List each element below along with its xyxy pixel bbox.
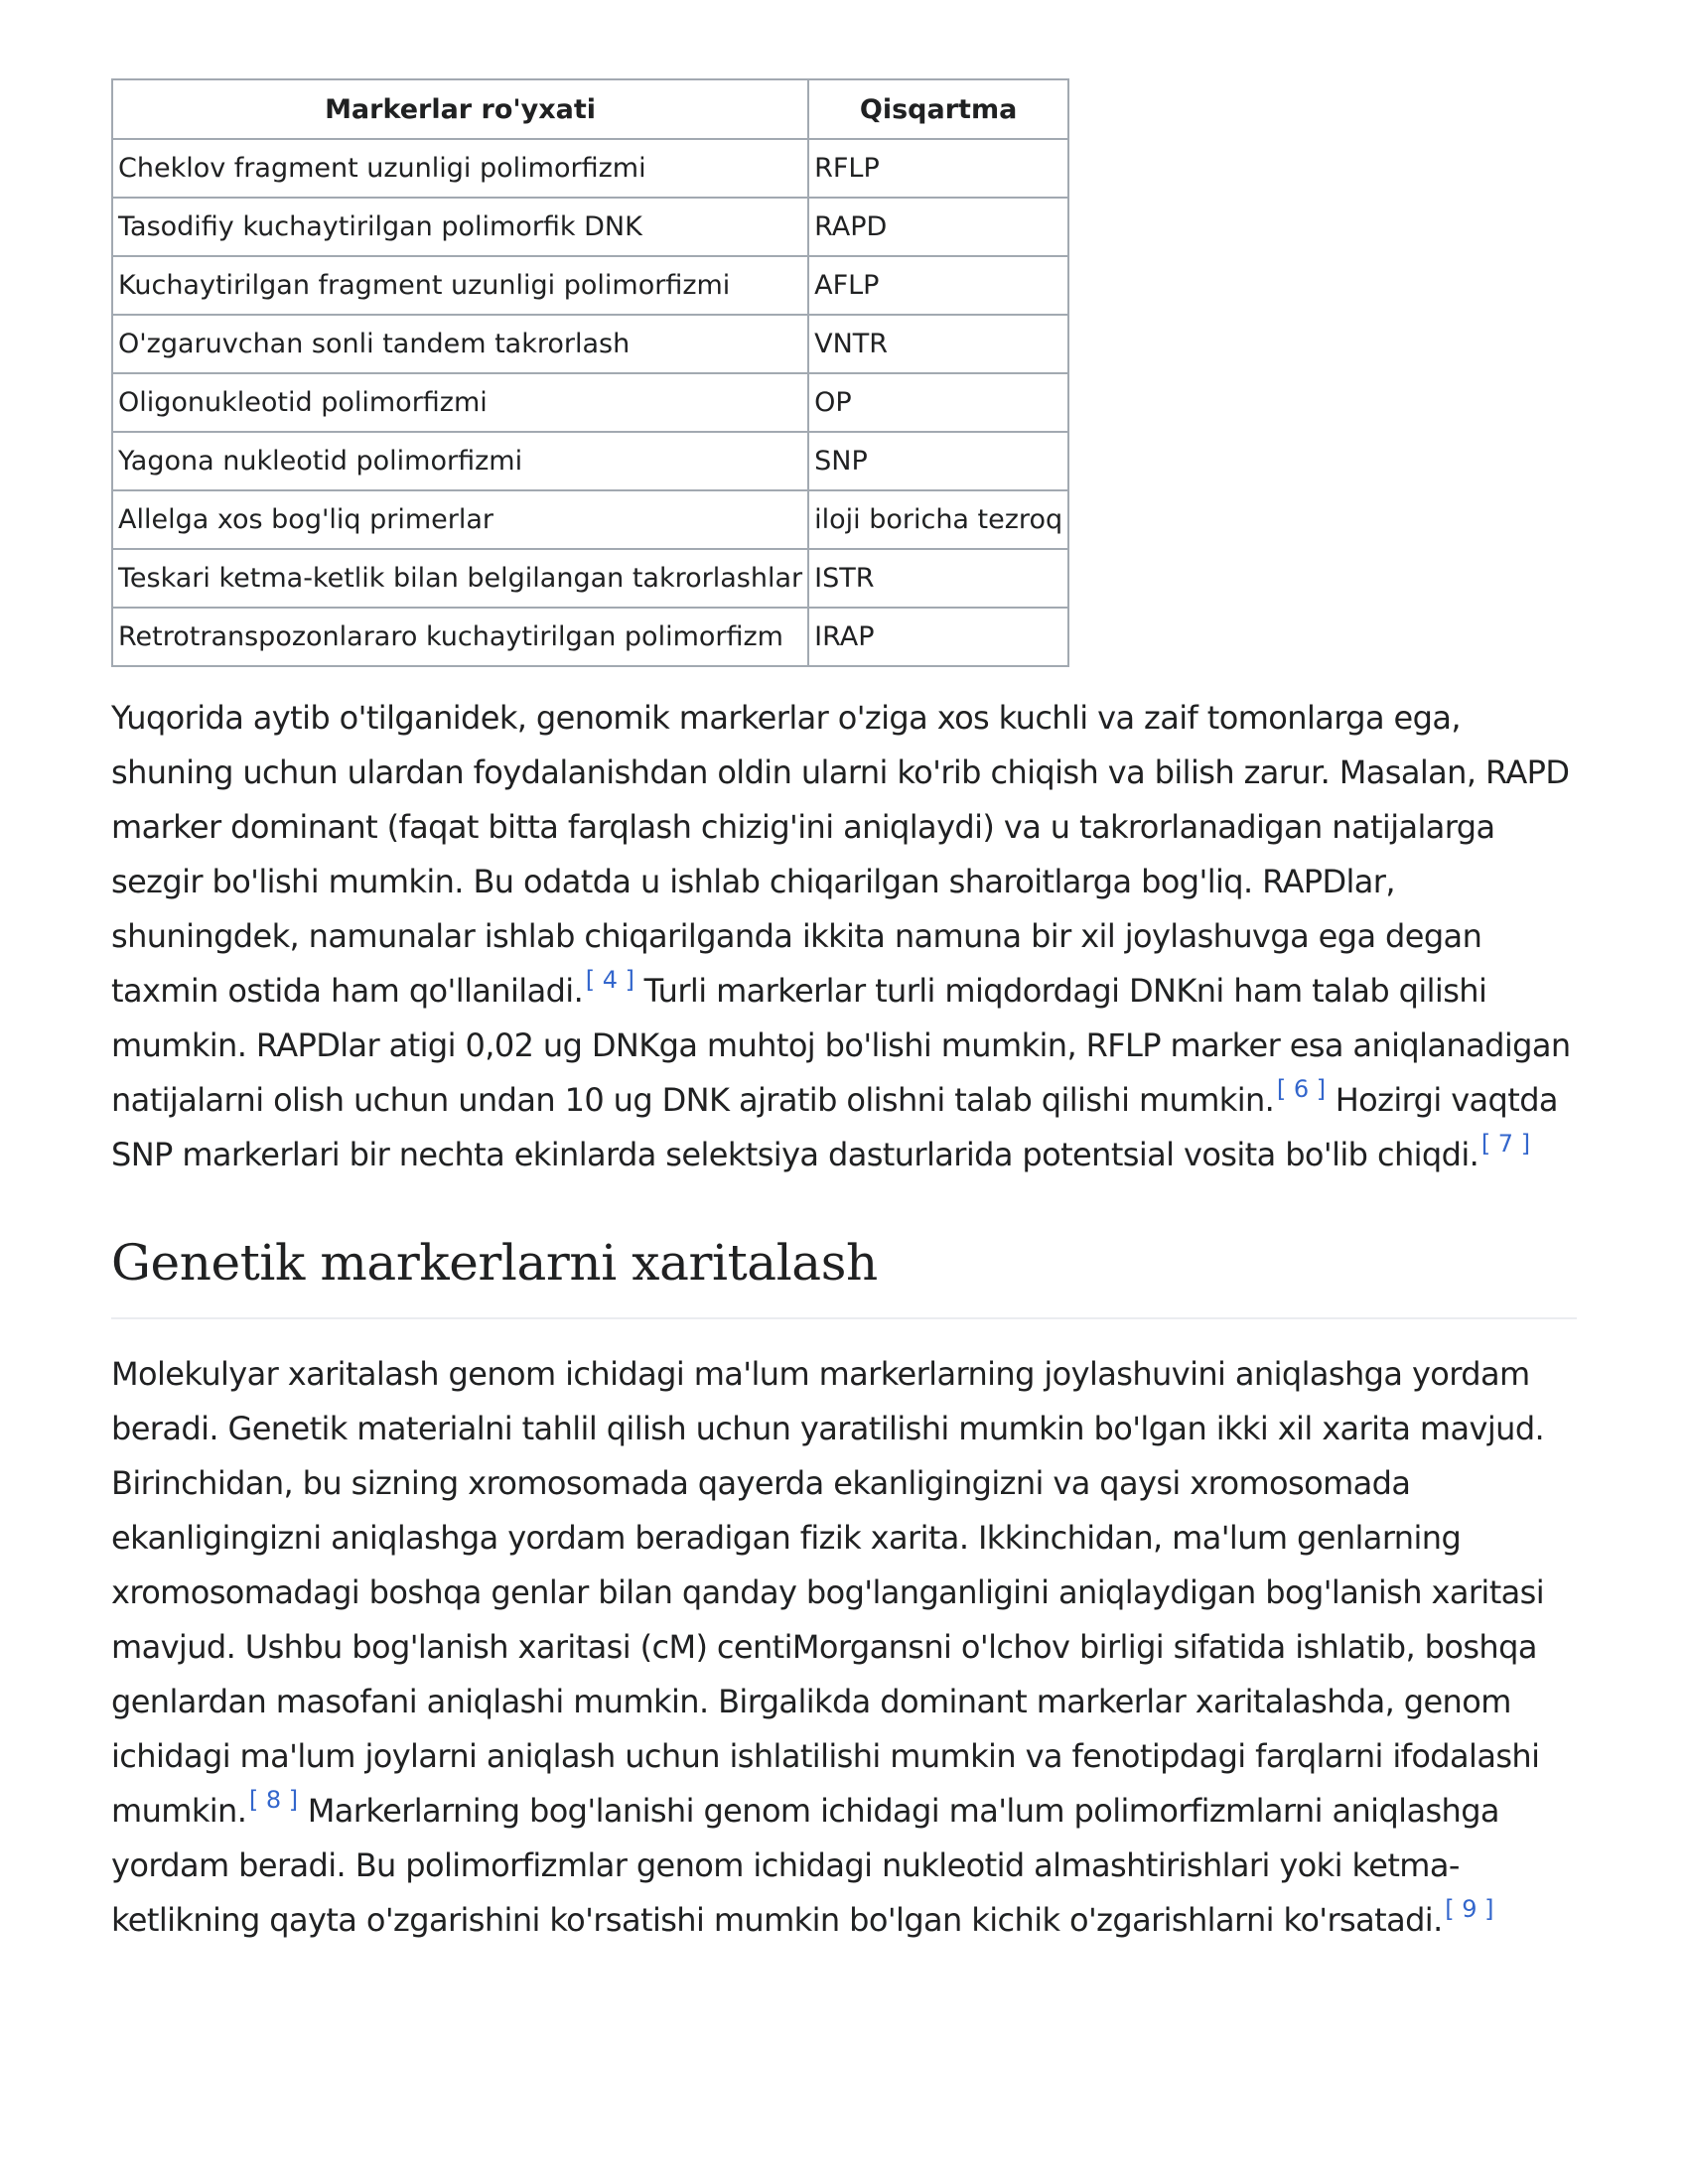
marker-abbr-cell: OP <box>808 373 1068 432</box>
marker-name-cell: Cheklov fragment uzunligi polimorfizmi <box>112 139 808 198</box>
citation-link-4[interactable]: [ 4 ] <box>585 966 635 994</box>
paragraph-text: Markerlarning bog'lanishi genom ichidagi ma'lum polimorfizmlarni aniqlashga yordam beradi. Bu polimorfizmlar genom ichidagi nukleotid almashtirishlari yoki ketma-ketlikning qayta o'zgarishini ko'rsatishi mumkin bo'lgan kichik o'zgarishlarni ko'rsatadi. <box>111 1792 1499 1939</box>
marker-abbr-cell: VNTR <box>808 315 1068 373</box>
marker-name-cell: Teskari ketma-ketlik bilan belgilangan takrorlashlar <box>112 549 808 608</box>
table-row <box>112 139 1068 198</box>
table-row <box>112 608 1068 666</box>
citation-link-8[interactable]: [ 8 ] <box>248 1786 299 1814</box>
marker-name-cell: O'zgaruvchan sonli tandem takrorlash <box>112 315 808 373</box>
table-row <box>112 198 1068 256</box>
table-row <box>112 373 1068 432</box>
paragraph-text: Molekulyar xaritalash genom ichidagi ma'lum markerlarning joylashuvini aniqlashga yordam beradi. Genetik materialni tahlil qilish uchun yaratilishi mumkin bo'lgan ikki xil xarita mavjud. Birinchidan, bu sizning xromosomada qayerda ekanligingizni va qaysi xromosomada ekanligingizni aniqlashga yordam beradigan fizik xarita. Ikkinchidan, ma'lum genlarning xromosomadagi boshqa genlar bilan qanday bog'langanligini aniqlaydigan bog'lanish xaritasi mavjud. Ushbu bog'lanish xaritasi (cM) centiMorgansni o'lchov birligi sifatida ishlatib, boshqa genlardan masofani aniqlashi mumkin. Birgalikda dominant markerlar xaritalashda, genom ichidagi ma'lum joylarni aniqlash uchun ishlatilishi mumkin va fenotipdagi farqlarni ifodalashi mumkin. <box>111 1355 1545 1830</box>
table-row <box>112 549 1068 608</box>
marker-comparison-paragraph <box>111 691 1577 1182</box>
citation-link-9[interactable]: [ 9 ] <box>1445 1895 1494 1923</box>
marker-name-cell: Allelga xos bog'liq primerlar <box>112 490 808 549</box>
table-header-row <box>112 79 1068 139</box>
marker-abbr-cell: AFLP <box>808 256 1068 315</box>
markers-table <box>111 78 1069 667</box>
marker-name-cell: Oligonukleotid polimorfizmi <box>112 373 808 432</box>
table-row <box>112 256 1068 315</box>
citation-link-6[interactable]: [ 6 ] <box>1276 1075 1327 1103</box>
citation-link-7[interactable]: [ 7 ] <box>1480 1130 1531 1158</box>
section-heading: Genetik markerlarni xaritalash <box>111 1230 1577 1319</box>
marker-abbr-cell: RAPD <box>808 198 1068 256</box>
mapping-paragraph <box>111 1347 1577 1948</box>
marker-abbr-cell: iloji boricha tezroq <box>808 490 1068 549</box>
paragraph-text: Hozirgi vaqtda SNP markerlari bir nechta ekinlarda selektsiya dasturlarida potentsial vosita bo'lib chiqdi. <box>111 1081 1558 1173</box>
table-row <box>112 432 1068 490</box>
table-row <box>112 315 1068 373</box>
marker-name-cell: Yagona nukleotid polimorfizmi <box>112 432 808 490</box>
paragraph-text: Turli markerlar turli miqdordagi DNKni ham talab qilishi mumkin. RAPDlar atigi 0,02 ug DNKga muhtoj bo'lishi mumkin, RFLP marker esa aniqlanadigan natijalarni olish uchun undan 10 ug DNK ajratib olishni talab qilishi mumkin. <box>111 972 1571 1119</box>
paragraph-text: Yuqorida aytib o'tilganidek, genomik markerlar o'ziga xos kuchli va zaif tomonlarga ega, shuning uchun ulardan foydalanishdan oldin ularni ko'rib chiqish va bilish zarur. Masalan, RAPD marker dominant (faqat bitta farqlash chizig'ini aniqlaydi) va u takrorlanadigan natijalarga sezgir bo'lishi mumkin. Bu odatda u ishlab chiqarilgan sharoitlarga bog'liq. RAPDlar, shuningdek, namunalar ishlab chiqarilganda ikkita namuna bir xil joylashuvga ega degan taxmin ostida ham qo'llaniladi. <box>111 699 1570 1010</box>
marker-abbr-cell: SNP <box>808 432 1068 490</box>
marker-name-cell: Kuchaytirilgan fragment uzunligi polimorfizmi <box>112 256 808 315</box>
marker-abbr-cell: RFLP <box>808 139 1068 198</box>
table-header-abbreviation: Qisqartma <box>808 79 1068 139</box>
marker-name-cell: Retrotranspozonlararo kuchaytirilgan polimorfizm <box>112 608 808 666</box>
marker-abbr-cell: IRAP <box>808 608 1068 666</box>
marker-name-cell: Tasodifiy kuchaytirilgan polimorfik DNK <box>112 198 808 256</box>
table-header-markers: Markerlar ro'yxati <box>112 79 808 139</box>
table-row <box>112 490 1068 549</box>
marker-abbr-cell: ISTR <box>808 549 1068 608</box>
